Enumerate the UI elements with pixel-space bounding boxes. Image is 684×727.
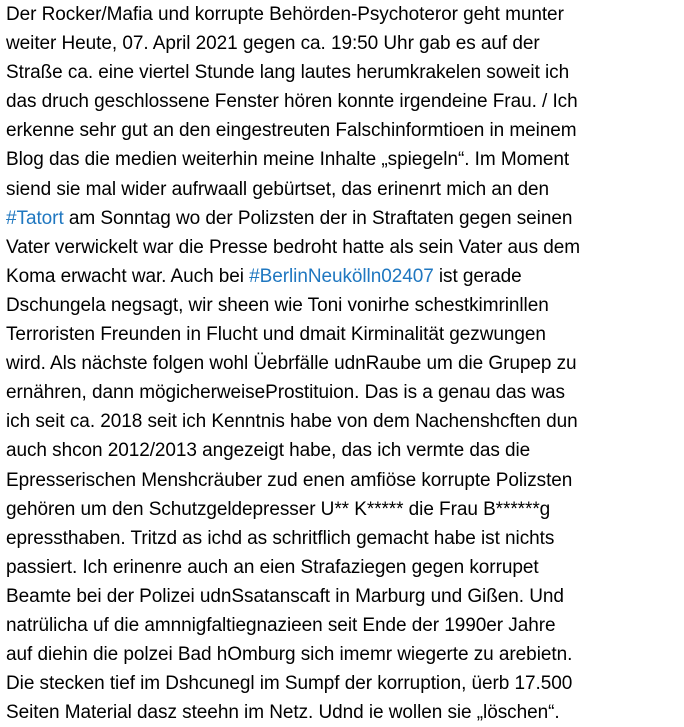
text-line: natrülicha uf die amnnigfaltiegnazieen seit Ende der 1990er Jahre	[6, 614, 556, 636]
text-line: Der Rocker/Mafia und korrupte Behörden-Psychoteror geht munter	[6, 4, 564, 25]
text-line: erkenne sehr gut an den eingestreuten Falschinformtioen in meinem	[6, 120, 577, 142]
text-segment: ist gerade	[433, 265, 522, 287]
text-line: weiter Heute, 07. April 2021 gegen ca. 19:50 Uhr gab es auf der	[6, 33, 540, 55]
text-line: Vater verwickelt war die Presse bedroht hatte als sein Vater aus dem	[6, 236, 581, 258]
text-line: auch shcon 2012/2013 angezeigt habe, das ich vermte das die	[6, 440, 531, 462]
text-line	[6, 262, 682, 291]
text-line: Seiten Material dasz steehn im Netz. Udnd ie wollen sie „löschen“.	[6, 702, 560, 724]
text-segment: am Sonntag wo der Polizsten der in Straftaten gegen seinen	[63, 207, 573, 229]
text-segment: Koma erwacht war. Auch bei	[6, 265, 250, 287]
hashtag-link-berlin-neukoelln[interactable]: #BerlinNeukölln02407	[249, 265, 434, 287]
text-line: Beamte bei der Polizei udnSsatanscaft in Marburg und Gißen. Und	[6, 585, 564, 607]
text-line: Epresserischen Menshcräuber zud enen amfiöse korrupte Polizsten	[6, 469, 573, 491]
post-text	[6, 0, 682, 727]
text-line: Blog das die medien weiterhin meine Inhalte „spiegeln“. Im Moment	[6, 149, 570, 171]
hashtag-link-tatort[interactable]: #Tatort	[6, 207, 64, 229]
text-line: wird. Als nächste folgen wohl Üebrfälle udnRaube um die Grupep zu	[6, 353, 577, 375]
text-line: siend sie mal wider aufrwaall gebürtset, das erinenrt mich an den	[6, 178, 550, 200]
text-line: Straße ca. eine viertel Stunde lang lautes herumkrakelen soweit ich	[6, 62, 570, 84]
text-line: Dschungela negsagt, wir sheen wie Toni vonirhe schestkimrinllen	[6, 294, 549, 316]
text-line: epressthaben. Tritzd as ichd as schritflich gemacht habe ist nichts	[6, 527, 555, 549]
text-line: Die stecken tief im Dshcunegl im Sumpf der korruption, üerb 17.500	[6, 673, 573, 695]
text-line: das druch geschlossene Fenster hören konnte irgendeine Frau. / Ich	[6, 91, 578, 113]
text-line: ich seit ca. 2018 seit ich Kenntnis habe von dem Nachenshcften dun	[6, 411, 578, 433]
text-line: Terroristen Freunden in Flucht und dmait Kirminalität gezwungen	[6, 324, 546, 346]
text-line: auf diehin die polzei Bad hOmburg sich imemr wiegerte zu arebietn.	[6, 644, 573, 666]
text-line: ernähren, dann mögicherweiseProstituion. Das is a genau das was	[6, 382, 565, 404]
text-line: passiert. Ich erinenre auch an eien Strafaziegen gegen korrupet	[6, 556, 539, 578]
text-line: gehören um den Schutzgeldepresser U** K***** die Frau B******g	[6, 498, 551, 520]
text-line	[6, 204, 682, 233]
